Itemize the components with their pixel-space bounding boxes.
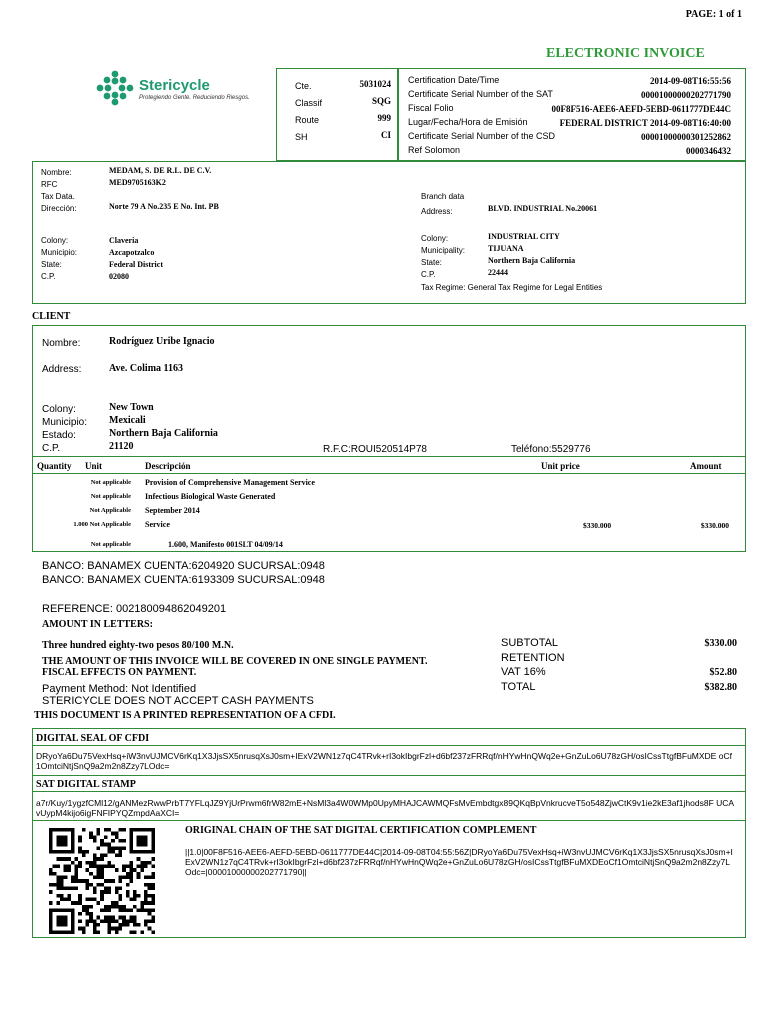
- branch-label: Municipality:: [421, 246, 466, 255]
- printed-representation: THIS DOCUMENT IS A PRINTED REPRESENTATION OF A CFDI.: [34, 710, 336, 721]
- client-name-label: Nombre:: [42, 338, 81, 349]
- header-right-value: 00F8F516-AEE6-AEFD-5EBD-0611777DE44C: [551, 104, 731, 114]
- header-right-label: Ref Solomon: [408, 145, 461, 155]
- sat-stamp: a7r/Kuy/1ygzfCMl12/gANMezRwwPrbT7YFLqJZ9YjUrPrwm6frW82mE+NsMl3a4W0WMp0UpyMHAJCAWMQFsMvEmbdtgx89QKqBpVnkrucveT5o548ZjwCtK9v1ie2kE3af1jhods8F UCAvUypM4kijo6igFNFIPYQZmpdAaXCI=: [36, 798, 735, 818]
- branch-title: Branch data: [421, 192, 465, 201]
- header-right-value: 0000346432: [686, 146, 731, 156]
- branch-address: BLVD. INDUSTRIAL No.20061: [488, 204, 598, 213]
- branch-value: INDUSTRIAL CITY: [488, 232, 560, 241]
- bank-line: BANCO: BANAMEX CUENTA:6193309 SUCURSAL:0948: [42, 574, 325, 586]
- item-description: Provision of Comprehensive Management Service: [145, 478, 315, 487]
- fiscal-effects: FISCAL EFFECTS ON PAYMENT.: [42, 667, 197, 678]
- branch-value: 22444: [488, 268, 508, 277]
- total-value: $330.00: [704, 638, 737, 649]
- chain-text: ||1.0|00F8F516-AEE6-AEFD-5EBD-0611777DE44C|2014-09-08T04:55:56Z|DRyoYa6Du75VexHsq+iW3nvUJMCV6rKq1X3JjsSX5nrusqXsJ0sm+IExV2WN1z7qC4TRvk+rI3okIbgrFzl+d6bf237zFRRqf/nHYwHnQWq2e+GnZuLo6U78zGH/osICssTtgfBFuMXDEoCf1OmtciNtjSnQ9a2m2n8Zzy7LOdc=|00001000000202771790||: [185, 847, 733, 877]
- client-address: Ave. Colima 1163: [109, 363, 183, 374]
- issuer-value: Federal District: [109, 260, 163, 269]
- branch-value: Northern Baja California: [488, 256, 576, 265]
- seals-box: [32, 728, 746, 938]
- branch-value: TIJUANA: [488, 244, 524, 253]
- amount-letters: Three hundred eighty-two pesos 80/100 M.N.: [42, 640, 234, 651]
- table-row: [33, 493, 745, 505]
- client-label: Colony:: [42, 404, 76, 415]
- digital-seal: DRyoYa6Du75VexHsq+iW3nvUJMCV6rKq1X3JjsSX5nrusqXsJ0sm+IExV2WN1z7qC4TRvk+rI3okIbgrFzl+d6bf237zFRRqf/nHYwHnQWq2e+GnZuLo6U78zGH/osICssTtgfBFuMXDE oCf1OmtciNtjSnQ9a2m2n8Zzy7LOdc=: [36, 751, 732, 771]
- header-left-value: SQG: [371, 96, 391, 106]
- branch-label: Colony:: [421, 234, 449, 243]
- page-number: PAGE: 1 of 1: [685, 9, 742, 20]
- item-qty-unit: Not applicable: [90, 479, 131, 486]
- header-right-value: 2014-09-08T16:55:56: [650, 76, 731, 86]
- total-label: SUBTOTAL: [501, 637, 559, 649]
- header-left-label: Classif: [295, 98, 323, 108]
- stericycle-logo: [96, 70, 266, 110]
- issuer-box: [32, 161, 746, 304]
- client-label: C.P.: [42, 443, 61, 454]
- header-unit-price: Unit price: [541, 461, 580, 471]
- no-cash-notice: STERICYCLE DOES NOT ACCEPT CASH PAYMENTS: [42, 695, 314, 707]
- client-heading: CLIENT: [32, 311, 71, 322]
- table-row: [33, 479, 745, 491]
- qr-code-icon: [49, 828, 155, 934]
- issuer-label: RFC: [41, 180, 58, 189]
- issuer-label: Colony:: [41, 236, 69, 245]
- customer-code-box: [276, 68, 398, 161]
- client-phone: Teléfono:5529776: [511, 444, 591, 455]
- certification-box: [398, 68, 746, 161]
- header-left-value: 999: [377, 113, 391, 123]
- header-left-label: Route: [295, 115, 320, 125]
- client-rfc: R.F.C:ROUI520514P78: [323, 444, 427, 455]
- item-amount: $330.000: [700, 521, 729, 530]
- issuer-label: Tax Data.: [41, 192, 75, 201]
- header-right-label: Certificate Serial Number of the CSD: [408, 131, 556, 141]
- reference: REFERENCE: 002180094862049201: [42, 603, 227, 615]
- table-row: [33, 507, 745, 519]
- client-address-label: Address:: [42, 364, 82, 375]
- header-right-value: FEDERAL DISTRICT 2014-09-08T16:40:00: [559, 118, 731, 128]
- header-unit: Unit: [85, 461, 103, 471]
- client-value: Mexicali: [109, 415, 146, 426]
- digital-seal-title: DIGITAL SEAL OF CFDI: [36, 733, 150, 744]
- branch-label: C.P.: [421, 270, 436, 279]
- total-label: TOTAL: [501, 680, 536, 693]
- stericycle-dots-icon: [96, 70, 134, 106]
- branch-address-label: Address:: [421, 207, 453, 216]
- item-qty-unit: Not Applicable: [89, 507, 131, 514]
- issuer-value: 02080: [109, 272, 129, 281]
- header-left-value: CI: [380, 130, 391, 140]
- total-value: $52.80: [709, 667, 737, 678]
- client-label: Estado:: [42, 430, 76, 441]
- table-row: [33, 521, 745, 533]
- client-value: 21120: [109, 441, 134, 452]
- issuer-value: MED9705163K2: [109, 178, 166, 187]
- header-amount: Amount: [690, 461, 722, 471]
- header-left-value: 5031024: [359, 79, 391, 89]
- item-description: Service: [145, 520, 170, 529]
- client-value: Northern Baja California: [109, 428, 218, 439]
- header-left-label: SH: [295, 132, 308, 142]
- issuer-value: Claveria: [109, 236, 139, 245]
- header-right-value: 00001000000202771790: [641, 90, 731, 100]
- item-description: 1.600, Manifesto 001SLT 04/09/14: [168, 540, 283, 549]
- bank-line: BANCO: BANAMEX CUENTA:6204920 SUCURSAL:0948: [42, 560, 325, 572]
- item-unit-price: $330.000: [583, 521, 612, 530]
- client-name: Rodríguez Uribe Ignacio: [109, 336, 215, 347]
- total-label: RETENTION: [501, 651, 565, 664]
- issuer-label: Dirección:: [41, 204, 77, 213]
- issuer-label: Nombre:: [41, 168, 72, 177]
- branch-label: State:: [421, 258, 442, 267]
- single-payment-notice: THE AMOUNT OF THIS INVOICE WILL BE COVERED IN ONE SINGLE PAYMENT.: [42, 656, 428, 667]
- header-right-label: Certificate Serial Number of the SAT: [408, 89, 553, 99]
- header-quantity: Quantity: [37, 461, 72, 471]
- document-title: ELECTRONIC INVOICE: [546, 46, 705, 61]
- item-description: September 2014: [145, 506, 200, 515]
- client-label: Municipio:: [42, 417, 88, 428]
- item-qty-unit: Not applicable: [90, 493, 131, 500]
- item-qty-unit: 1.000 Not Applicable: [73, 521, 131, 528]
- issuer-value: Azcapotzalco: [109, 248, 155, 257]
- logo-tagline: Protegiendo Gente. Reduciendo Riesgos.: [139, 95, 250, 101]
- header-right-label: Lugar/Fecha/Hora de Emisión: [408, 117, 528, 127]
- item-qty-unit: Not applicable: [90, 541, 131, 548]
- client-value: New Town: [109, 402, 154, 413]
- header-right-value: 00001000000301252862: [641, 132, 731, 142]
- tax-regime: Tax Regime: General Tax Regime for Legal Entities: [421, 283, 603, 292]
- issuer-label: State:: [41, 260, 62, 269]
- table-row: [33, 541, 745, 553]
- issuer-value: MEDAM, S. DE R.L. DE C.V.: [109, 166, 212, 175]
- header-right-label: Certification Date/Time: [408, 75, 500, 85]
- header-description: Descripción: [145, 461, 191, 471]
- chain-title: ORIGINAL CHAIN OF THE SAT DIGITAL CERTIFICATION COMPLEMENT: [185, 825, 537, 836]
- sat-stamp-title: SAT DIGITAL STAMP: [36, 779, 136, 790]
- issuer-value: Norte 79 A No.235 E No. Int. PB: [109, 202, 219, 211]
- total-label: VAT 16%: [501, 666, 546, 678]
- qr-code: [49, 828, 155, 934]
- item-description: Infectious Biological Waste Generated: [145, 492, 276, 501]
- header-right-label: Fiscal Folio: [408, 103, 454, 113]
- issuer-label: Municipio:: [41, 248, 78, 257]
- logo-name: Stericycle: [139, 77, 210, 94]
- client-box: [32, 325, 746, 456]
- payment-method: Payment Method: Not Identified: [42, 683, 197, 695]
- items-table: [32, 456, 746, 552]
- total-value: $382.80: [704, 681, 737, 693]
- issuer-label: C.P.: [41, 272, 56, 281]
- header-left-label: Cte.: [295, 81, 312, 91]
- amount-letters-title: AMOUNT IN LETTERS:: [42, 619, 153, 630]
